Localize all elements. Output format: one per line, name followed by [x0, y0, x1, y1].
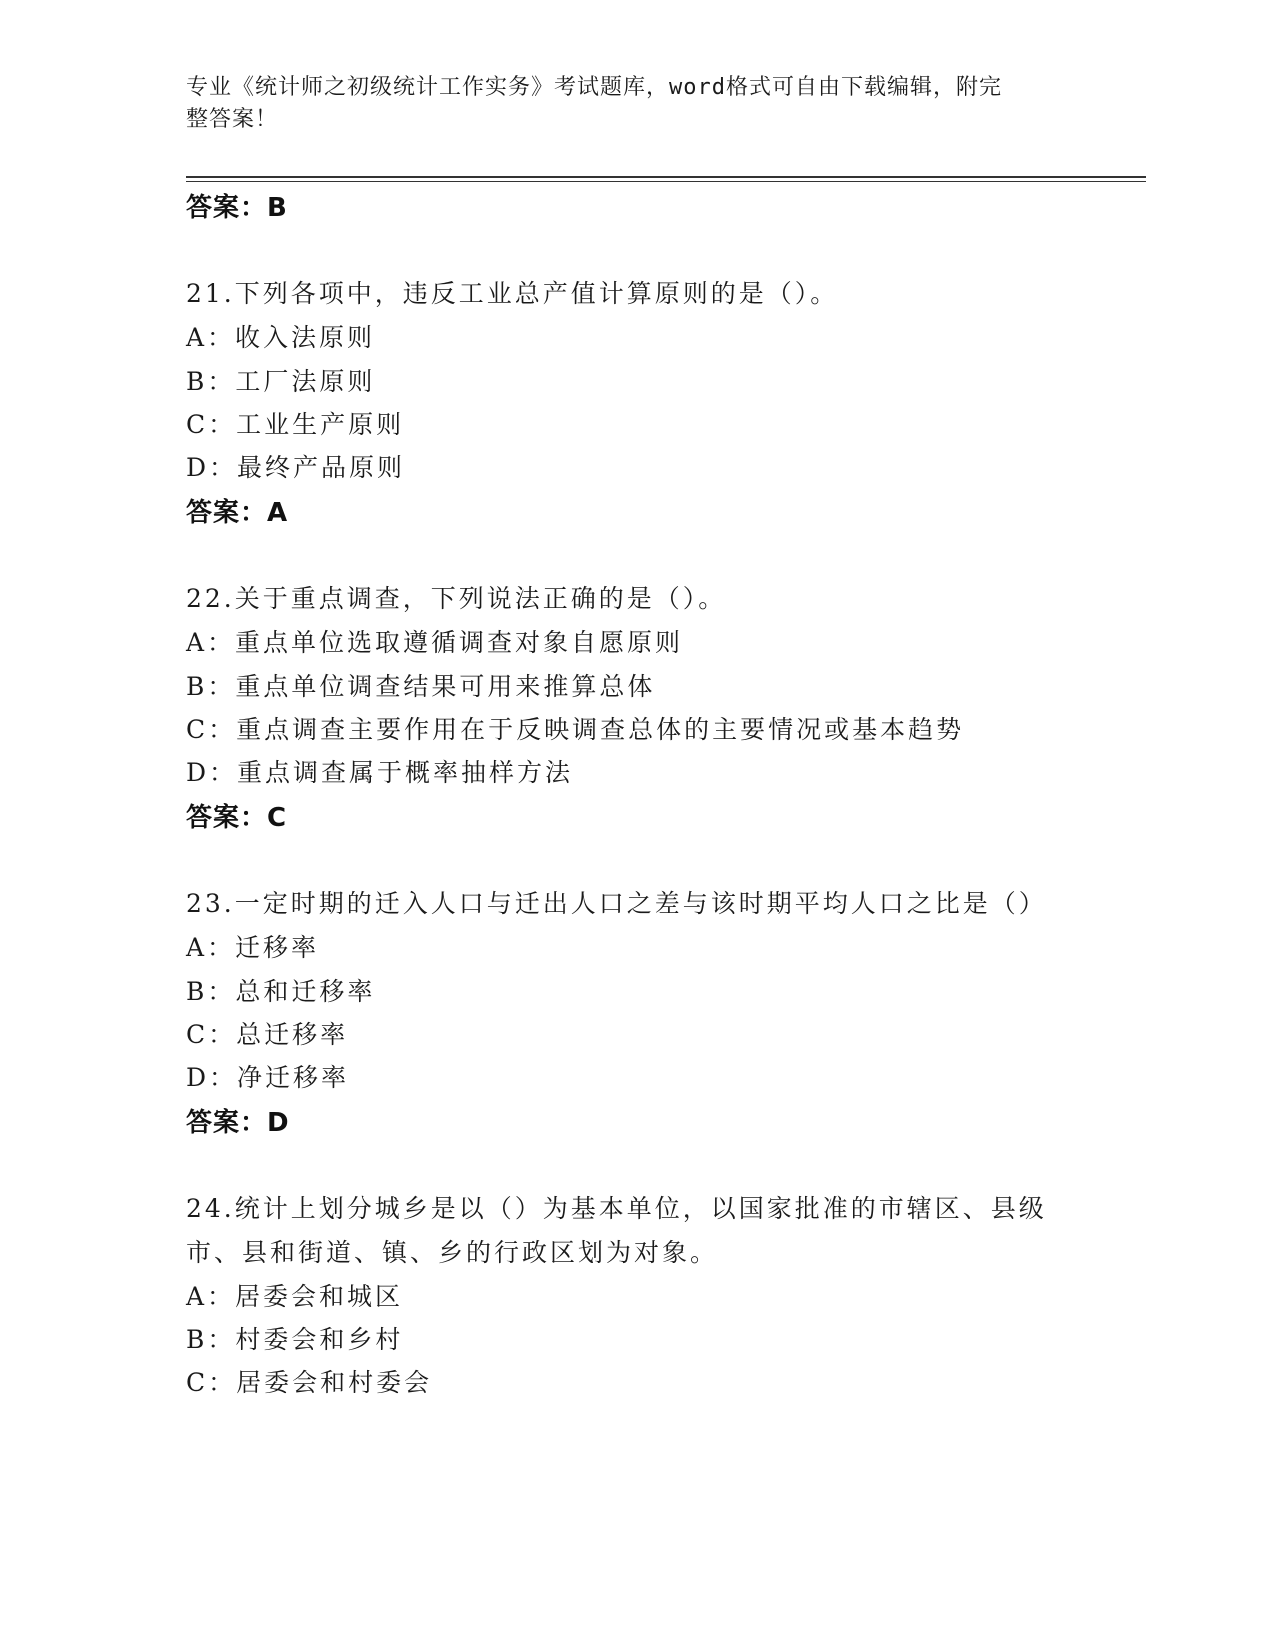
- answer-line: 答案：A: [186, 498, 289, 528]
- option-b: B：重点单位调查结果可用来推算总体: [186, 672, 656, 701]
- option-d: D：重点调查属于概率抽样方法: [186, 758, 574, 787]
- option-b: B：村委会和乡村: [186, 1325, 404, 1354]
- option-b: B：工厂法原则: [186, 367, 376, 396]
- option-c: C：重点调查主要作用在于反映调查总体的主要情况或基本趋势: [186, 715, 965, 744]
- option-d: D：最终产品原则: [186, 453, 406, 482]
- option-d: D：净迁移率: [186, 1063, 350, 1092]
- option-c: C：居委会和村委会: [186, 1368, 433, 1397]
- question-stem: 22.关于重点调查，下列说法正确的是（）。: [186, 584, 727, 613]
- answer-line: 答案：D: [186, 1108, 290, 1138]
- option-a: A：居委会和城区: [186, 1282, 404, 1311]
- option-a: A：重点单位选取遵循调查对象自愿原则: [186, 628, 684, 657]
- answer-line: 答案：C: [186, 803, 288, 833]
- header-divider-thin: [186, 181, 1146, 182]
- document-header: [186, 72, 1066, 136]
- question-stem: 21.下列各项中，违反工业总产值计算原则的是（）。: [186, 279, 839, 308]
- question-stem: 23.一定时期的迁入人口与迁出人口之差与该时期平均人口之比是（）: [186, 889, 1047, 918]
- option-a: A：收入法原则: [186, 323, 376, 352]
- answer-line: 答案：B: [186, 193, 288, 223]
- header-line-1: 专业《统计师之初级统计工作实务》考试题库，word格式可自由下载编辑，附完: [186, 75, 1002, 100]
- option-a: A：迁移率: [186, 933, 320, 962]
- header-line-2: 整答案！: [186, 107, 279, 132]
- option-c: C：总迁移率: [186, 1020, 349, 1049]
- option-b: B：总和迁移率: [186, 977, 376, 1006]
- question-stem-line-1: 24.统计上划分城乡是以（）为基本单位，以国家批准的市辖区、县级: [186, 1194, 1047, 1223]
- question-stem-line-2: 市、县和街道、镇、乡的行政区划为对象。: [186, 1238, 719, 1267]
- header-divider-thick: [186, 176, 1146, 178]
- option-c: C：工业生产原则: [186, 410, 405, 439]
